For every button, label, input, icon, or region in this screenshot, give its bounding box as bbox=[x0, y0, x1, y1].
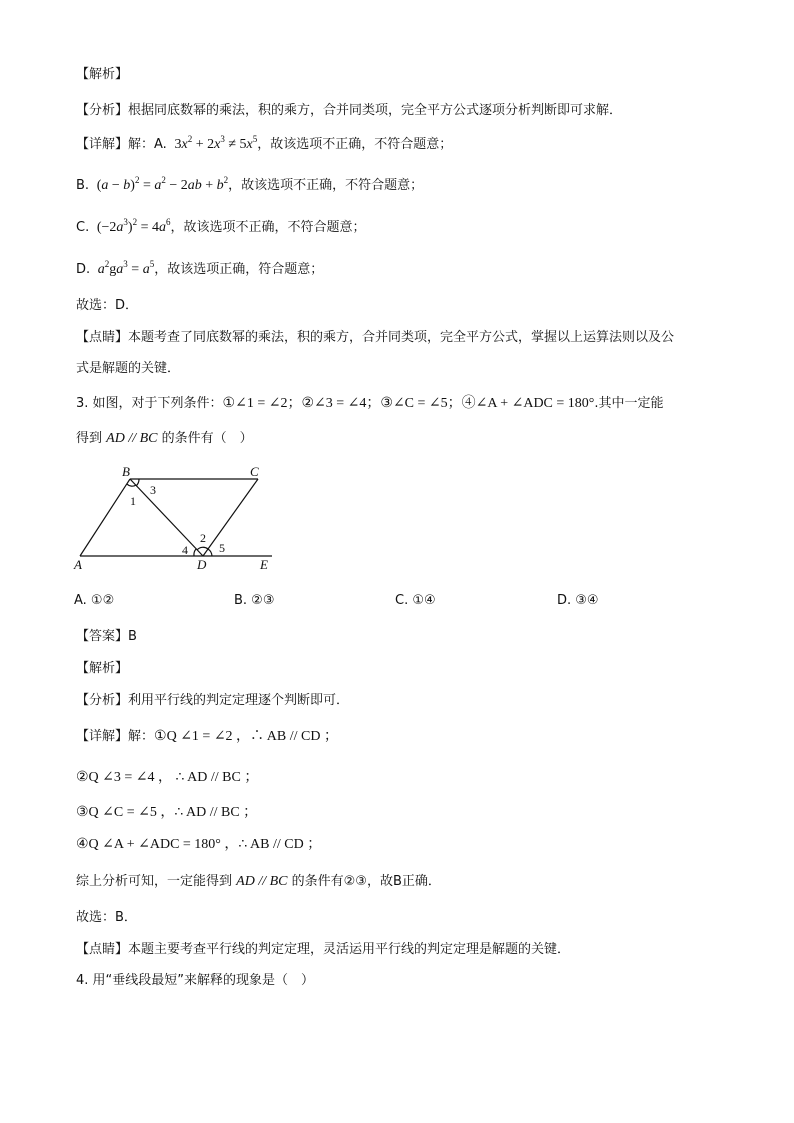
q3-summary-tail: 的条件有②③，故B正确． bbox=[291, 874, 441, 889]
q2-option-d-label: D. bbox=[76, 262, 91, 277]
q2-dianjing-tag: 【点睛】 bbox=[76, 330, 129, 345]
q2-xiangjie-a bbox=[76, 136, 452, 154]
q2-dianjing-1 bbox=[76, 329, 674, 347]
q2-option-d-formula: $a^2ga^3 = a^5$ bbox=[97, 259, 155, 277]
q3-stem-ask: 的条件有（ ） bbox=[161, 431, 253, 446]
label-2: 2 bbox=[200, 531, 206, 545]
q2-option-c bbox=[76, 219, 366, 237]
q4-stem: 4. 用“垂线段最短”来解释的现象是（ ） bbox=[76, 973, 315, 988]
q3-option-b[interactable]: B. ②③ bbox=[234, 593, 275, 608]
arc-angle-5 bbox=[208, 549, 212, 556]
q2-fenxi-tag: 【分析】 bbox=[76, 103, 129, 118]
segment-cd bbox=[203, 479, 258, 556]
label-a: A bbox=[74, 557, 82, 572]
label-d: D bbox=[197, 557, 207, 572]
q3-option-a[interactable]: A. ①② bbox=[74, 593, 115, 608]
q2-fenxi-text: 根据同底数幂的乘法，积的乘方，合并同类项，完全平方公式逐项分析判断即可求解． bbox=[128, 103, 623, 118]
q2-option-d-tail: ，故该选项正确，符合题意； bbox=[154, 262, 324, 277]
q2-xiangjie-tag: 【详解】 bbox=[76, 137, 129, 152]
q2-fenxi bbox=[76, 102, 622, 120]
q3-step-4: ④Q ∠A + ∠ADC = 180° ，∴ AB // CD ； bbox=[76, 837, 322, 852]
q3-option-d[interactable]: D. ③④ bbox=[557, 593, 599, 608]
q3-choice: 故选：B． bbox=[76, 910, 137, 925]
q2-option-b bbox=[76, 177, 423, 195]
q3-option-c[interactable]: C. ①④ bbox=[395, 593, 436, 608]
q2-option-b-formula: $(a - b)^2 = a^2 - 2ab + b^2$ bbox=[93, 175, 229, 193]
q3-condition-2: ；②∠3 = ∠4 bbox=[287, 396, 367, 411]
q2-dianjing-2: 式是解题的关键． bbox=[76, 361, 181, 376]
q3-stem-line1 bbox=[76, 395, 664, 413]
q3-jiexi-heading: 【解析】 bbox=[76, 661, 129, 676]
q2-option-b-tail: ，故该选项不正确，不符合题意； bbox=[228, 178, 424, 193]
arc-angle-2 bbox=[197, 547, 208, 550]
label-3: 3 bbox=[150, 483, 156, 497]
q3-stem-get: 得到 bbox=[76, 431, 103, 446]
q3-dianjing-text: 本题主要考查平行线的判定定理，灵活运用平行线的判定定理是解题的关键． bbox=[128, 942, 571, 957]
label-4: 4 bbox=[182, 543, 188, 557]
q3-condition-4: ；④∠A + ∠ADC = 180° bbox=[447, 396, 595, 411]
q3-stem-tail: .其中一定能 bbox=[594, 396, 664, 411]
label-1: 1 bbox=[130, 494, 136, 508]
q3-step-3: ③Q ∠C = ∠5 ，∴ AD // BC ； bbox=[76, 805, 258, 820]
segment-ab bbox=[80, 479, 130, 556]
q2-option-b-label: B. bbox=[76, 178, 90, 193]
q2-option-c-label: C. bbox=[76, 220, 90, 235]
label-c: C bbox=[250, 464, 259, 479]
q3-summary-lead: 综上分析可知，一定能得到 bbox=[76, 874, 233, 889]
q2-option-c-tail: ，故该选项不正确，不符合题意； bbox=[170, 220, 366, 235]
arc-angle-4 bbox=[194, 549, 196, 556]
arc-angle-3 bbox=[136, 479, 139, 486]
segment-bd bbox=[130, 479, 203, 556]
label-e: E bbox=[260, 557, 268, 572]
q2-option-c-formula: $(-2a^3)^2 = 4a^6$ bbox=[93, 217, 171, 235]
q2-choice: 故选：D． bbox=[76, 298, 139, 313]
q3-parallelogram-figure bbox=[70, 462, 285, 577]
q3-stem-expr: AD // BC bbox=[106, 431, 158, 446]
q3-stem-intro: 3. 如图，对于下列条件： bbox=[76, 396, 223, 411]
q2-option-a-tail: ，故该选项不正确，不符合题意； bbox=[257, 137, 453, 152]
q2-option-a-formula: $3x^2 + 2x^3 \ne 5x^5$ bbox=[170, 134, 258, 152]
q3-condition-1: ①∠1 = ∠2 bbox=[222, 396, 288, 411]
q3-xiangjie-tag: 【详解】 bbox=[76, 729, 129, 744]
q3-dianjing-tag: 【点睛】 bbox=[76, 942, 129, 957]
q3-step-2: ②Q ∠3 = ∠4 ， ∴ AD // BC ； bbox=[76, 770, 259, 785]
q3-dianjing bbox=[76, 941, 570, 959]
q3-fenxi-text: 利用平行线的判定定理逐个判断即可． bbox=[128, 693, 350, 708]
q3-xiangjie-lead: 解： bbox=[128, 729, 155, 744]
q2-dianjing-text-1: 本题考查了同底数幂的乘法，积的乘方，合并同类项，完全平方公式，掌握以上运算法则以及公 bbox=[128, 330, 675, 345]
q3-fenxi bbox=[76, 692, 349, 710]
q3-condition-3: ；③∠C = ∠5 bbox=[366, 396, 448, 411]
q3-step-1: ①Q ∠1 = ∠2 ，∴ AB // CD ； bbox=[154, 729, 338, 744]
q2-jiexi-heading: 【解析】 bbox=[76, 67, 129, 82]
q3-fenxi-tag: 【分析】 bbox=[76, 693, 129, 708]
q3-stem-line2 bbox=[76, 430, 253, 448]
q2-option-d bbox=[76, 261, 323, 279]
q3-summary-expr: AD // BC bbox=[236, 874, 288, 889]
q2-xiangjie-lead: 解：A. bbox=[128, 137, 167, 152]
q3-answer: 【答案】B bbox=[76, 629, 137, 644]
q3-xiangjie bbox=[76, 728, 338, 746]
q3-summary bbox=[76, 873, 441, 891]
label-b: B bbox=[122, 464, 130, 479]
label-5: 5 bbox=[219, 541, 225, 555]
